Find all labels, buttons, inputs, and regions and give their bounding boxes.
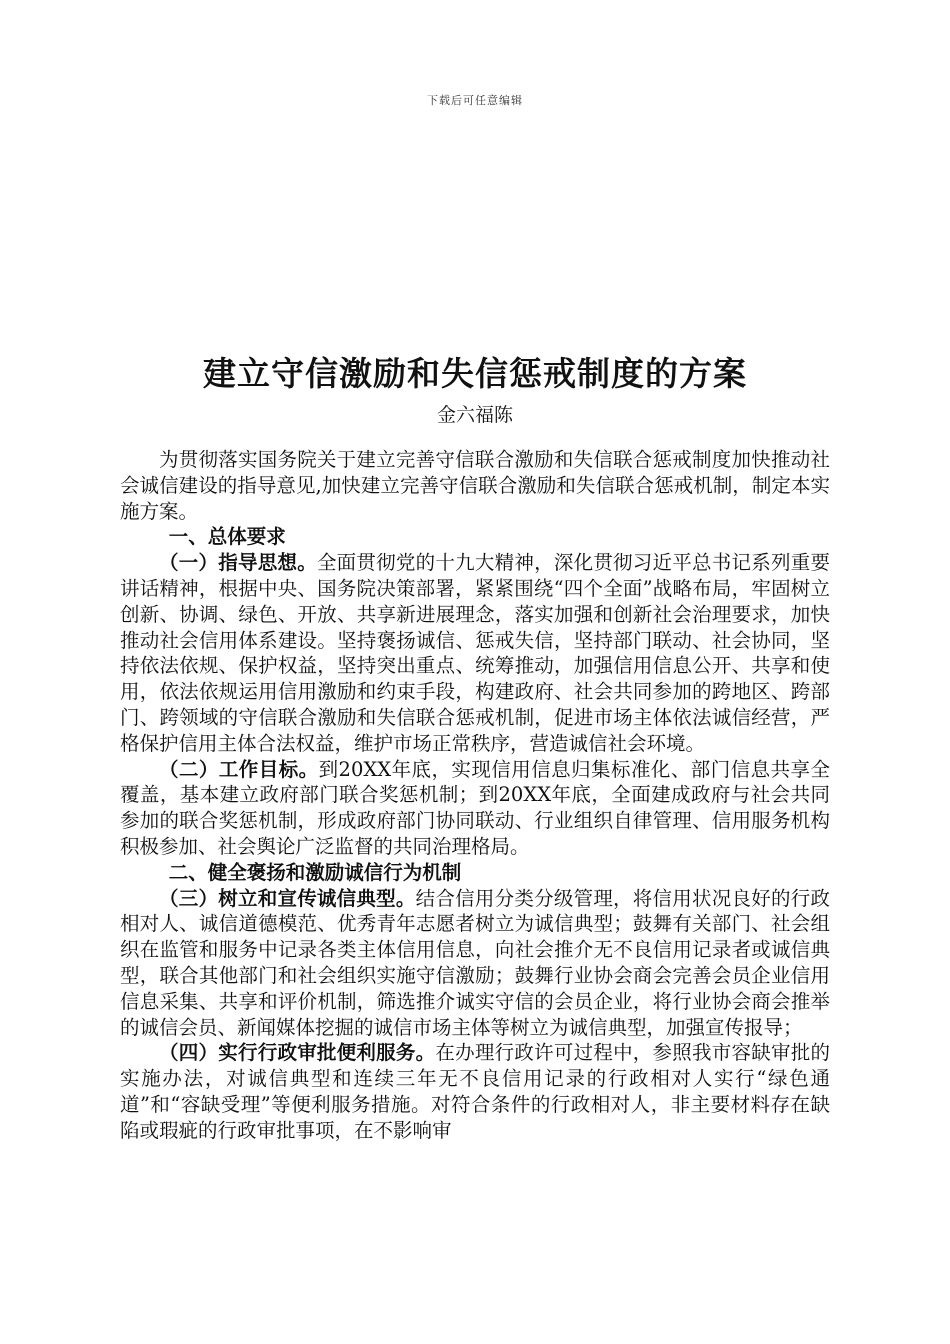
paragraph-integrity-models [120,886,830,1041]
document-body [120,447,830,1144]
page-header-note: 下载后可任意编辑 [427,94,523,107]
paragraph-approval-services [120,1040,830,1143]
paragraph-label: （二）工作目标。 [159,757,319,781]
section-heading-2: 二、健全褒扬和激励诚信行为机制 [168,860,462,884]
paragraph-text: 在办理行政许可过程中，参照我市容缺审批的实施办法，对诚信典型和连续三年无不良信用记录的行政相对人实行“绿色通道”和“容缺受理”等便利服务措施。对符合条件的行政相对人，非主要材料存在缺陷或瑕疵的行政审批事项，在不影响审 [120,1041,830,1142]
paragraph-label: （四）实行行政审批便利服务。 [159,1041,436,1065]
document-title: 建立守信激励和失信惩戒制度的方案 [203,354,747,393]
paragraph-text: 全面贯彻党的十九大精神，深化贯彻习近平总书记系列重要讲话精神，根据中央、国务院决策部署，紧紧围绕“四个全面”战略布局，牢固树立创新、协调、绿色、开放、共享新进展理念，落实加强和创新社会治理要求，加快推动社会信用体系建设。坚持褒扬诚信、惩戒失信，坚持部门联动、社会协同，坚持依法依规、保护权益，坚持突出重点、统筹推动，加强信用信息公开、共享和使用，依法依规运用信用激励和约束手段，构建政府、社会共同参加的跨地区、跨部门、跨领域的守信联合激励和失信联合惩戒机制，促进市场主体依法诚信经营，严格保护信用主体合法权益，维护市场正常秩序，营造诚信社会环境。 [120,551,830,755]
paragraph-label: （一）指导思想。 [159,551,317,575]
paragraph-text: 结合信用分类分级管理，将信用状况良好的行政相对人、诚信道德模范、优秀青年志愿者树立为诚信典型；鼓舞有关部门、社会组织在监管和服务中记录各类主体信用信息，向社会推介无不良信用记录者或诚信典型，联合其他部门和社会组织实施守信激励；鼓舞行业协会商会完善会员企业信用信息采集、共享和评价机制，筛选推介诚实守信的会员企业，将行业协会商会推举的诚信会员、新闻媒体挖掘的诚信市场主体等树立为诚信典型，加强宣传报导； [120,886,830,1039]
document-author: 金六福陈 [436,404,513,426]
intro-paragraph: 为贯彻落实国务院关于建立完善守信联合激励和失信联合惩戒制度加快推动社会诚信建设的指导意见,加快建立完善守信联合激励和失信联合惩戒机制，制定本实施方案。 [120,448,830,523]
section-heading-1: 一、总体要求 [168,525,286,549]
paragraph-guiding-thought [120,550,830,756]
paragraph-text: 到20XX年底，实现信用信息归集标准化、部门信息共享全覆盖，基本建立政府部门联合奖惩机制；到20XX年底，全面建成政府与社会共同参加的联合奖惩机制，形成政府部门协同联动、行业组织自律管理、信用服务机构积极参加、社会舆论广泛监督的共同治理格局。 [120,757,830,858]
paragraph-label: （三）树立和宣传诚信典型。 [159,886,416,910]
paragraph-work-goal [120,757,830,860]
